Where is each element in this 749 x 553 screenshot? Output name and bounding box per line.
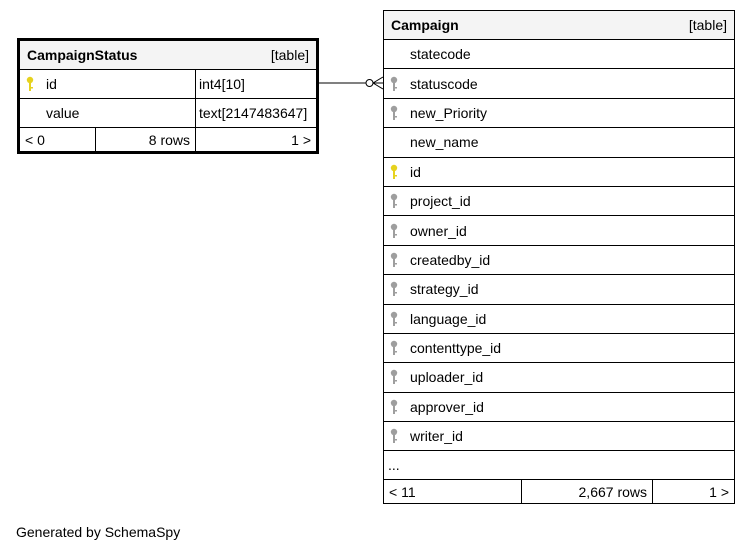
column-name: new_Priority [410, 104, 488, 121]
more-columns: ... [384, 451, 734, 480]
column-name: uploader_id [410, 369, 484, 386]
footer-parents[interactable]: < 11 [384, 480, 522, 503]
column-name: value [40, 99, 196, 127]
footer-children[interactable]: 1 > [709, 483, 729, 500]
column-name: project_id [410, 193, 471, 210]
column-name: id [410, 163, 421, 180]
footer-parents[interactable]: < 0 [20, 128, 96, 151]
column-name: language_id [410, 310, 487, 327]
footer-row-count: 8 rows [96, 128, 196, 151]
table-name: Campaign [391, 17, 459, 33]
zero-optional-marker [366, 80, 373, 87]
generated-by-label: Generated by SchemaSpy [16, 524, 181, 540]
column-name: statuscode [410, 75, 478, 92]
column-name: new_name [410, 134, 479, 151]
column-name: id [40, 70, 196, 98]
table-kind: [table] [270, 47, 309, 63]
column-name: contenttype_id [410, 340, 502, 357]
table-kind: [table] [688, 17, 727, 33]
column-name: statecode [410, 46, 471, 63]
crowfoot-upper [373, 77, 383, 83]
footer-children[interactable]: 1 > [291, 131, 311, 148]
column-name: approver_id [410, 398, 484, 415]
column-name: writer_id [410, 428, 463, 445]
column-name: owner_id [410, 222, 467, 239]
column-type: text[2147483647] [199, 105, 308, 121]
column-type: int4[10] [199, 76, 245, 92]
column-name: createdby_id [410, 251, 491, 268]
column-name: strategy_id [410, 281, 479, 298]
table-name: CampaignStatus [27, 47, 138, 63]
crowfoot-lower [373, 83, 383, 89]
footer-row-count: 2,667 rows [522, 480, 653, 503]
